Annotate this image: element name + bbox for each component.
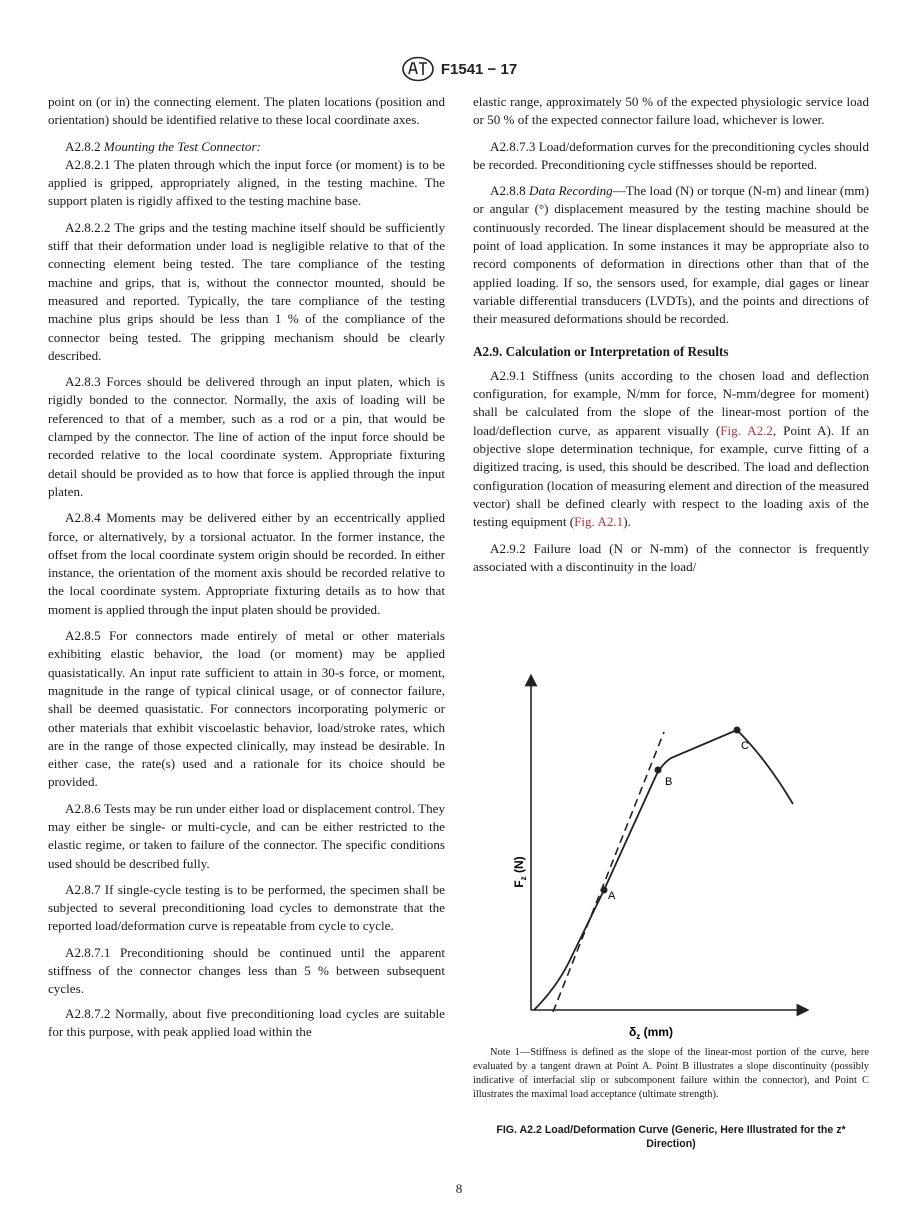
point-b-label: B [665,776,673,788]
left-column [48,93,445,1049]
paragraph: A2.8.5 For connectors made entirely of metal or other materials exhibiting elastic behavior, the load (or moment) may be applied quasistatically. An input rate sufficient to attain in 30-s force, or moment, magnitude in the range of typical clinical usage, or of connector failure, shall be deemed quasistatic. For connectors incorporating polymeric or other materials that exhibit viscoelastic behavior, load/stroke rates, which are in the range of those expected clinically, may instead be desirable. In either case, the rate(s) used and a rationale for its choice should be provided. [48,628,445,790]
page-header [0,56,918,82]
tangent-line [553,732,664,1012]
paragraph: point on (or in) the connecting element. The platen locations (position and orientation) should be identified relative to these local coordinate axes. [48,94,445,128]
section-heading: A2.8.2 Mounting the Test Connector: [65,138,261,154]
paragraph: A2.9.2 Failure load (N or N-mm) of the connector is frequently associated with a discontinuity in the load/ [473,540,869,574]
point-a-label: A [608,890,616,902]
x-axis-label: $\delta_z$ (mm) [629,1025,673,1041]
paragraph: A2.8.4 Moments may be delivered either by an eccentrically applied force, or alternatively, by a torsional actuator. In the former instance, the offset from the local coordinate system origin should be recorded. In either instance, the orientation of the moment axis should be recorded relative to the local coordinate system. Appropriate fixturing details as to how that moment is applied through the input platen should be provided. [48,510,445,617]
point-a-marker [601,887,608,894]
figure-link[interactable]: Fig. A2.1 [574,514,624,530]
load-deformation-figure [509,672,809,1044]
paragraph: A2.8.7 If single-cycle testing is to be performed, the specimen shall be subjected to several preconditioning load cycles to demonstrate that the reported load/deformation curve is repeatable from cycle to cycle. [48,881,445,934]
figure-link[interactable]: Fig. A2.2 [720,422,773,438]
paragraph: A2.8.2.1 The platen through which the input force (or moment) is to be applied is gripped, appropriately aligned, in the testing machine. The support platen is rigidly affixed to the testing machine base. [48,156,445,209]
paragraph: A2.9.1 Stiffness (units according to the chosen load and deflection configuration, for example, N/mm for force, N-mm/degree for moment) shall be calculated from the slope of the linear-most portion of the load/deflection curve, as apparent visually (Fig. A2.2, Point A). If an objective slope determination technique, for example, curve fitting of a digitized tracing, is used, this should be described. The load and deflection configuration (location of measuring element and direction of the measured vector) shall be defined clearly with respect to the loading axis of the testing equipment (Fig. A2.1). [473,367,869,530]
paragraph: A2.8.7.2 Normally, about five preconditioning load cycles are suitable for this purpose, with peak applied load within the [48,1005,445,1039]
paragraph: A2.8.6 Tests may be run under either load or displacement control. They may either be single- or multi-cycle, and can be either restricted to the elastic regime, or taken to failure of the connector. The specific conditions used should be described fully. [48,800,445,871]
paragraph: A2.8.8 Data Recording—The load (N) or torque (N-m) and linear (mm) or angular (°) displacement measured by the testing machine should be continuously recorded. The linear displacement should be measured at the point of load application. In some instances it may be appropriate also to record components of deformation in directions other than that of the applied loading. If so, the sensors used, for example, dial gages or linear variable differential transducers (LVDTs), and the points and directions of their measured deformations should be recorded. [473,183,869,327]
figure-note: Note 1—Stiffness is defined as the slope of the linear-most portion of the curve, here evaluated by a tangent drawn at Point A. Point B illustrates a slope discontinuity (possibly indicative of interfacial slip or subcomponent failure within the connector), and Point C illustrates the maximal load acceptance (ultimate strength). [473,1047,869,1100]
paragraph: A2.8.3 Forces should be delivered through an input platen, which is rigidly bonded to the connector. Normally, the axis of loading will be referenced to that of a member, such as a rod or a pin, that would be clamped by the connector. The line of action of the input force should be recorded relative to the local coordinate system. Appropriate fixturing detail should be provided as to how that force is applied through the input platen. [48,374,445,499]
paragraph: A2.8.2.2 The grips and the testing machine itself should be sufficiently stiff that their deformation under load is negligible relative to that of the connecting element being tested. The tare compliance of the testing machine and grips, that is, without the connector mounted, should be measured and reported. Typically, the tare compliance of the testing machine plus grips should be less than 1 % of the compliance of the connector being tested. The gripping mechanism should be clearly described. [48,219,445,363]
y-axis-label: $F_z$ (N) [512,856,528,888]
figure-caption: FIG. A2.2 Load/Deformation Curve (Generic, Here Illustrated for the z* Direction) [496,1124,846,1150]
section-heading: A2.9. Calculation or Interpretation of Results [473,343,729,359]
paragraph: A2.8.7.3 Load/deformation curves for the preconditioning cycles should be recorded. Preconditioning cycle stiffnesses should be reported. [473,138,869,172]
astm-logo-icon [401,56,435,82]
document-id: F1541 − 17 [440,60,518,78]
right-column [473,93,869,584]
point-b-marker [655,767,662,774]
paragraph: elastic range, approximately 50 % of the expected physiologic service load or 50 % of the expected connector failure load, whichever is lower. [473,94,869,128]
paragraph: A2.8.7.1 Preconditioning should be continued until the apparent stiffness of the connector changes less than 5 % between subsequent cycles. [48,944,445,997]
page-number: 8 [455,1181,463,1196]
point-c-label: C [741,740,749,752]
point-c-marker [734,727,741,734]
load-curve [534,730,793,1010]
